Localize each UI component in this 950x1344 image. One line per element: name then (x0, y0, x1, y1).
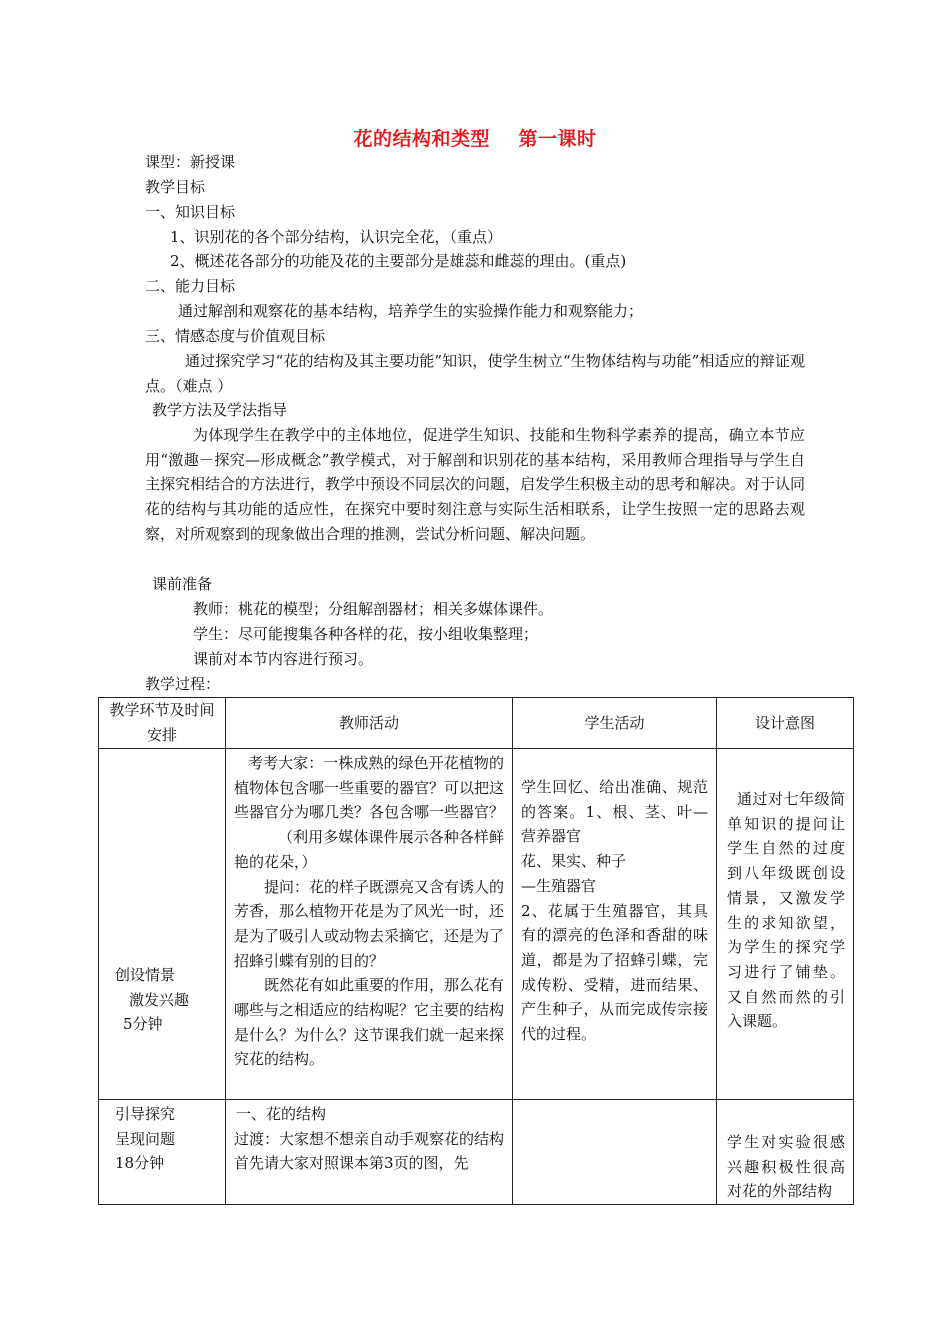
row1-stage-line: 创设情景 (115, 966, 176, 984)
process-table (98, 697, 854, 1205)
course-type: 课型：新授课 (145, 153, 236, 171)
row1-student-p2: 花、果实、种子 (521, 852, 627, 871)
row1-student-p3: —生殖器官 (521, 876, 597, 895)
ability-goal-heading: 二、能力目标 (145, 277, 236, 295)
prep-teacher: 教师：桃花的模型；分组解剖器材；相关多媒体课件。 (193, 600, 554, 618)
row2-intent (717, 1100, 854, 1205)
title-sub: 第一课时 (518, 128, 597, 150)
row2-stage-time: 18分钟 (115, 1154, 165, 1173)
row1-student (513, 749, 717, 1100)
row1-teacher-p3: 提问：花的样子既漂亮又含有诱人的芳香，那么植物开花是为了风光一时，还是为了吸引人或动物去采摘它，还是为了招蜂引蝶有别的目的？ (234, 877, 505, 970)
process-heading: 教学过程： (145, 675, 221, 693)
row1-stage (99, 749, 226, 1100)
row2-teacher (226, 1100, 513, 1205)
page-title (0, 124, 950, 151)
row1-stage-line: 激发兴趣 (129, 990, 190, 1009)
prep-heading: 课前准备 (152, 575, 213, 593)
header-intent: 设计意图 (717, 698, 854, 749)
row2-teacher-p3: 首先请大家对照课本第3页的图，先 (234, 1154, 469, 1173)
row1-student-p1: 学生回忆、给出准确、规范的答案。1、根、茎、叶—营养器官 (521, 778, 708, 846)
row1-teacher-p4: 既然花有如此重要的作用，那么花有哪些与之相适应的结构呢？它主要的结构是什么？为什么？这节课我们就一起来探究花的结构。 (234, 976, 505, 1069)
row2-teacher-p1: 一、花的结构 (236, 1105, 327, 1123)
method-heading: 教学方法及学法指导 (152, 401, 288, 419)
emotion-goal-heading: 三、情感态度与价值观目标 (145, 327, 326, 345)
header-teacher: 教师活动 (226, 698, 513, 749)
title-main: 花的结构和类型 (353, 128, 491, 150)
emotion-goal-1: 通过探究学习“花的结构及其主要功能”知识，使学生树立“生物体结构与功能”相适应的辩证观点。（难点 ） (145, 352, 805, 395)
row1-student-p4: 2、花属于生殖器官，其具有的漂亮的色泽和香甜的味道，都是为了招蜂引蝶，完成传粉、受精，进而结果、产生种子，从而完成传宗接代的过程。 (521, 901, 708, 1044)
teaching-goals-heading: 教学目标 (145, 178, 206, 196)
row2-student (513, 1100, 717, 1205)
table-row (99, 749, 854, 1100)
row2-stage (99, 1100, 226, 1205)
title-gap (490, 128, 518, 150)
header-student: 学生活动 (513, 698, 717, 749)
ability-goal-1: 通过解剖和观察花的基本结构，培养学生的实验操作能力和观察能力； (178, 302, 644, 320)
knowledge-goal-heading: 一、知识目标 (145, 203, 236, 221)
knowledge-goal-1: 1、识别花的各个部分结构，认识完全花，（重点） (170, 228, 503, 246)
header-stage: 教学环节及时间安排 (99, 698, 226, 749)
row1-intent (717, 749, 854, 1100)
row1-teacher-p1: 考考大家：一株成熟的绿色开花植物的植物体包含哪一些重要的器官？可以把这些器官分为哪几类？各包含哪一些器官？ (234, 754, 505, 822)
table-row (99, 1100, 854, 1205)
prep-preview: 课前对本节内容进行预习。 (193, 650, 374, 668)
row2-stage-line: 呈现问题 (115, 1129, 176, 1148)
row2-teacher-p2: 过渡：大家想不想亲自动手观察花的结构 (234, 1129, 505, 1148)
row2-intent-text: 学生对实验很感兴趣积极性很高对花的外部结构 (727, 1133, 845, 1201)
row1-stage-time: 5分钟 (123, 1015, 163, 1034)
row2-stage-line: 引导探究 (115, 1105, 176, 1123)
table-header-row (99, 698, 854, 749)
method-text: 为体现学生在教学中的主体地位，促进学生知识、技能和生物科学素养的提高，确立本节应用“激趣－探究—形成概念”教学模式，对于解剖和识别花的基本结构，采用教师合理指导与学生自主探究相结合的方法进行，教学中预设不同层次的问题，启发学生积极主动的思考和解决。对于认同花的结构与其功能的适应性，在探究中要时刻注意与实际生活相联系，让学生按照一定的思路去观察，对所观察到的现象做出合理的推测，尝试分析问题、解决问题。 (145, 426, 806, 543)
prep-student: 学生：尽可能搜集各种各样的花，按小组收集整理； (193, 625, 539, 643)
row1-teacher (226, 749, 513, 1100)
row1-intent-text: 通过对七年级简单知识的提问让学生自然的过度到八年级既创设情景，又激发学生的求知欲望，为学生的探究学习进行了铺垫。又自然而然的引入课题。 (727, 790, 845, 1031)
knowledge-goal-2: 2、概述花各部分的功能及花的主要部分是雄蕊和雌蕊的理由。(重点) (170, 252, 627, 270)
row1-teacher-p2: （利用多媒体课件展示各种各样鲜艳的花朵，） (234, 828, 504, 871)
